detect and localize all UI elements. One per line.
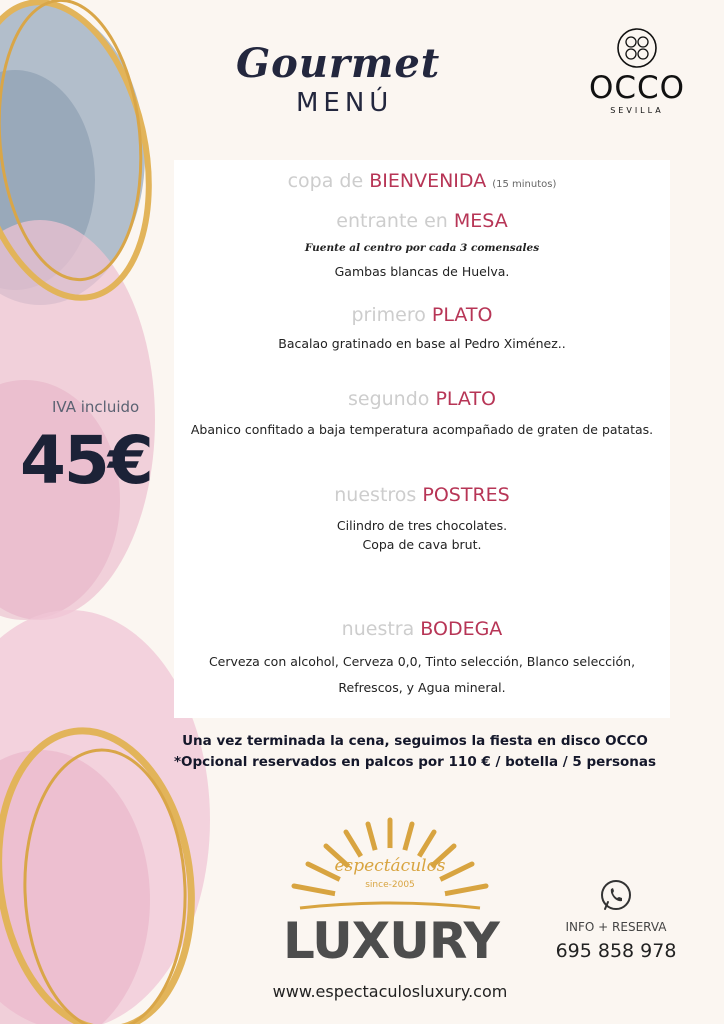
logo-since: since-2005	[365, 880, 415, 890]
logo-word: LUXURY	[283, 912, 499, 970]
info-label: INFO + RESERVA	[565, 920, 667, 934]
cellar-item-2: Refrescos, y Agua mineral.	[338, 680, 506, 695]
whatsapp-icon[interactable]	[598, 878, 634, 914]
section-desserts	[174, 484, 670, 506]
starter-strong: MESA	[453, 210, 508, 232]
cellar-item-1: Cerveza con alcohol, Cerveza 0,0, Tinto selección, Blanco selección,	[208, 654, 636, 669]
welcome-note: (15 minutos)	[492, 179, 557, 190]
starter-sub: Fuente al centro por cada 3 comensales	[304, 242, 540, 254]
title-menu: MENÚ	[296, 88, 394, 118]
cellar-strong: BODEGA	[420, 618, 503, 640]
desserts-strong: POSTRES	[422, 484, 510, 506]
menu-card	[174, 160, 670, 718]
section-welcome	[174, 170, 670, 192]
first-item: Bacalao gratinado en base al Pedro Ximénez..	[278, 336, 566, 351]
cellar-light: nuestra	[341, 618, 415, 640]
welcome-strong: BIENVENIDA	[369, 170, 487, 192]
logo-arc-text: espectáculos	[334, 856, 446, 876]
footer-note-1: Una vez terminada la cena, seguimos la fiesta en disco OCCO	[182, 733, 648, 749]
first-light: primero	[351, 304, 426, 326]
price-note: IVA incluido	[52, 398, 140, 416]
desserts-item-1: Cilindro de tres chocolates.	[336, 518, 508, 533]
phone-number[interactable]: 695 858 978	[555, 940, 677, 962]
second-light: segundo	[347, 388, 430, 410]
desserts-light: nuestros	[334, 484, 417, 506]
section-cellar	[174, 618, 670, 640]
section-second	[174, 388, 670, 410]
website-link[interactable]: www.espectaculosluxury.com	[272, 982, 508, 1001]
price-amount: 45€	[20, 422, 152, 499]
brand-city: SEVILLA	[610, 106, 664, 115]
title-script: Gourmet	[236, 40, 441, 87]
welcome-light: copa de	[287, 170, 364, 192]
second-strong: PLATO	[435, 388, 497, 410]
footer-note-2: *Opcional reservados en palcos por 110 € / botella / 5 personas	[173, 754, 657, 770]
desserts-item-2: Copa de cava brut.	[362, 537, 482, 552]
section-starter	[174, 210, 670, 232]
first-strong: PLATO	[431, 304, 493, 326]
brand-name: OCCO	[588, 70, 686, 106]
section-first	[174, 304, 670, 326]
starter-item: Gambas blancas de Huelva.	[334, 264, 510, 279]
second-item: Abanico confitado a baja temperatura acompañado de graten de patatas.	[190, 422, 654, 437]
starter-light: entrante en	[336, 210, 448, 232]
